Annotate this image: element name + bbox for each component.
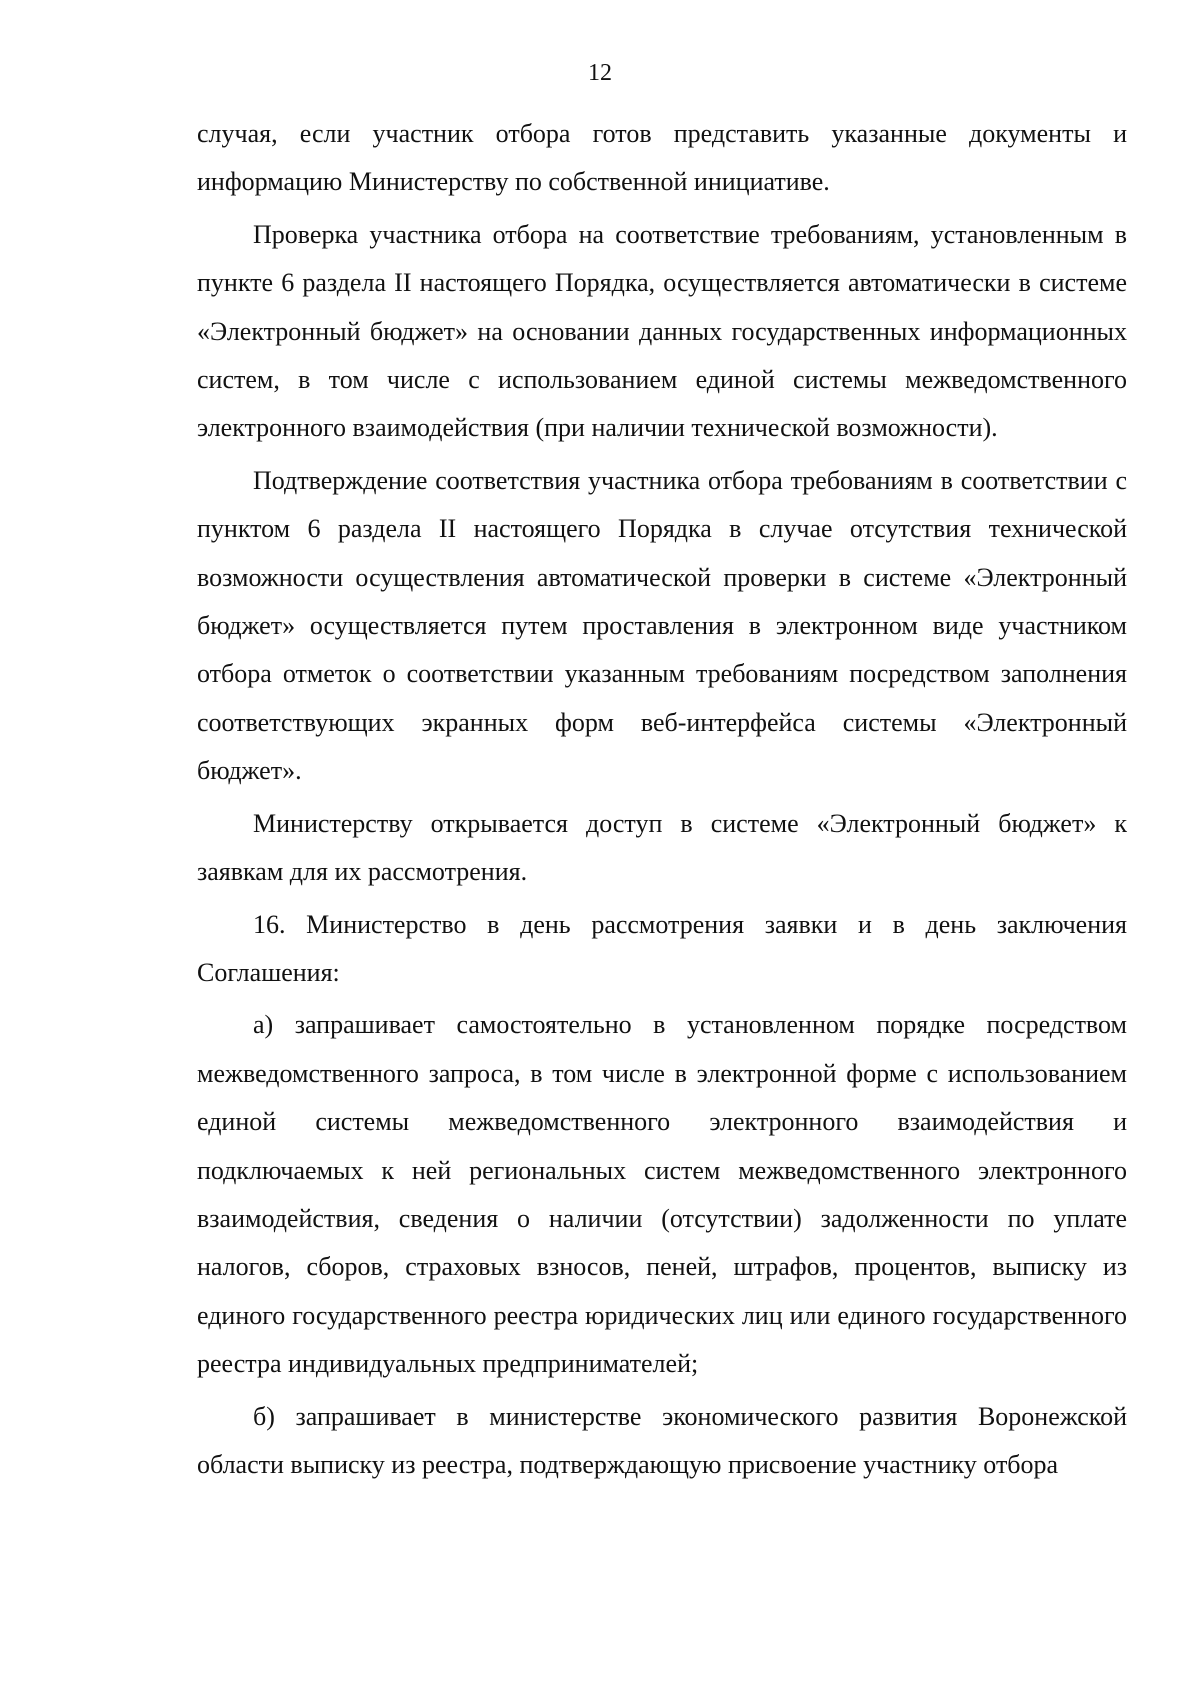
paragraph-item-16: 16. Министерство в день рассмотрения заявки и в день заключения Соглашения:	[197, 909, 1127, 987]
paragraph-access: Министерству открывается доступ в системе «Электронный бюджет» к заявкам для их рассмотрения.	[197, 808, 1127, 887]
paragraph-confirmation: Подтверждение соответствия участника отбора требованиям в соответствии с пунктом 6 раздела II настоящего Порядка в случае отсутствия технической возможности осуществления автоматической проверки в системе «Электронный бюджет» осуществляется путем проставления в электронном виде участником отбора отметок о соответствии указанным требованиям посредством заполнения соответствующих экранных форм веб-интерфейса системы «Электронный бюджет».	[197, 465, 1127, 786]
document-body	[197, 110, 1127, 1489]
paragraph-subitem-b: б) запрашивает в министерстве экономического развития Воронежской области выписку из реестра, подтверждающую присвоение участнику отбора	[197, 1401, 1127, 1479]
page-number: 12	[588, 60, 612, 86]
paragraph-subitem-a: а) запрашивает самостоятельно в установленном порядке посредством межведомственного запроса, в том числе в электронной форме с использованием единой системы межведомственного электронного взаимодействия и подключаемых к ней региональных систем межведомственного электронного взаимодействия, сведения о наличии (отсутствии) задолженности по уплате налогов, сборов, страховых взносов, пеней, штрафов, процентов, выписку из единого государственного реестра юридических лиц или единого государственного реестра индивидуальных предпринимателей;	[197, 1010, 1127, 1379]
paragraph-continuation: случая, если участник отбора готов представить указанные документы и информацию Министерству по собственной инициативе.	[197, 119, 1127, 197]
paragraph-verification: Проверка участника отбора на соответствие требованиям, установленным в пункте 6 раздела II настоящего Порядка, осуществляется автоматически в системе «Электронный бюджет» на основании данных государственных информационных систем, в том числе с использованием единой системы межведомственного электронного взаимодействия (при наличии технической возможности).	[197, 219, 1127, 443]
